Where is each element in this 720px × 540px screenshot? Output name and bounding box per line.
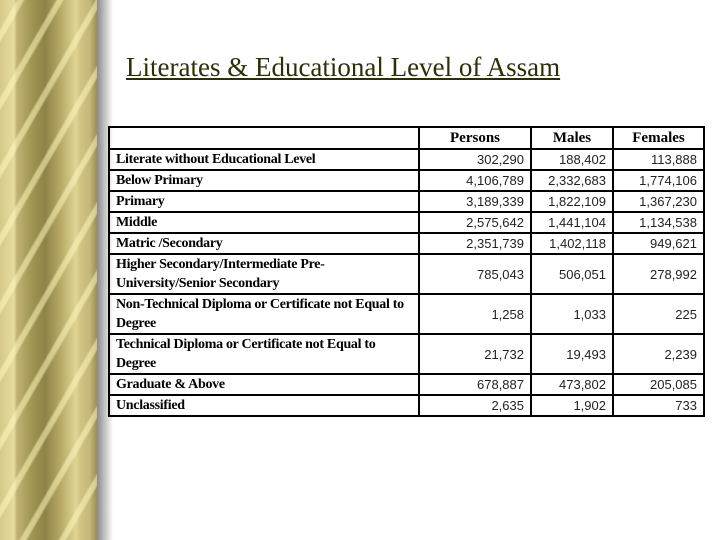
cell-males: 188,402 [531,149,613,170]
cell-females: 278,992 [613,254,704,294]
row-label: Middle [109,212,419,233]
header-females: Females [613,127,704,149]
table-row [109,395,704,416]
cell-females: 225 [613,294,704,334]
row-label: Higher Secondary/Intermediate Pre-University/Senior Secondary [109,254,419,294]
cell-persons: 2,351,739 [419,233,531,254]
table-row [109,212,704,233]
cell-males: 1,402,118 [531,233,613,254]
cell-persons: 1,258 [419,294,531,334]
row-label: Technical Diploma or Certificate not Equal to Degree [109,334,419,374]
cell-females: 2,239 [613,334,704,374]
row-label: Unclassified [109,395,419,416]
row-label: Matric /Secondary [109,233,419,254]
header-label [109,127,419,149]
table-row [109,294,704,334]
decorative-gold-pillar [0,0,97,540]
literacy-table [108,126,705,417]
cell-males: 1,902 [531,395,613,416]
table-row [109,191,704,212]
cell-females: 205,085 [613,374,704,395]
cell-males: 2,332,683 [531,170,613,191]
slide-title: Literates & Educational Level of Assam [126,52,561,82]
cell-females: 1,774,106 [613,170,704,191]
table-row [109,149,704,170]
table-row [109,233,704,254]
cell-females: 113,888 [613,149,704,170]
cell-males: 506,051 [531,254,613,294]
cell-persons: 785,043 [419,254,531,294]
cell-persons: 3,189,339 [419,191,531,212]
cell-males: 1,822,109 [531,191,613,212]
row-label: Below Primary [109,170,419,191]
cell-persons: 2,635 [419,395,531,416]
row-label: Primary [109,191,419,212]
table-row [109,170,704,191]
row-label: Graduate & Above [109,374,419,395]
row-label: Non-Technical Diploma or Certificate not Equal to Degree [109,294,419,334]
row-label: Literate without Educational Level [109,149,419,170]
cell-males: 473,802 [531,374,613,395]
table-row [109,254,704,294]
cell-persons: 302,290 [419,149,531,170]
cell-males: 1,441,104 [531,212,613,233]
table-row [109,374,704,395]
cell-females: 1,367,230 [613,191,704,212]
cell-persons: 678,887 [419,374,531,395]
table-row [109,334,704,374]
header-row [109,127,704,149]
cell-males: 1,033 [531,294,613,334]
cell-males: 19,493 [531,334,613,374]
header-males: Males [531,127,613,149]
cell-females: 1,134,538 [613,212,704,233]
cell-females: 949,621 [613,233,704,254]
cell-persons: 21,732 [419,334,531,374]
cell-females: 733 [613,395,704,416]
cell-persons: 4,106,789 [419,170,531,191]
header-persons: Persons [419,127,531,149]
cell-persons: 2,575,642 [419,212,531,233]
